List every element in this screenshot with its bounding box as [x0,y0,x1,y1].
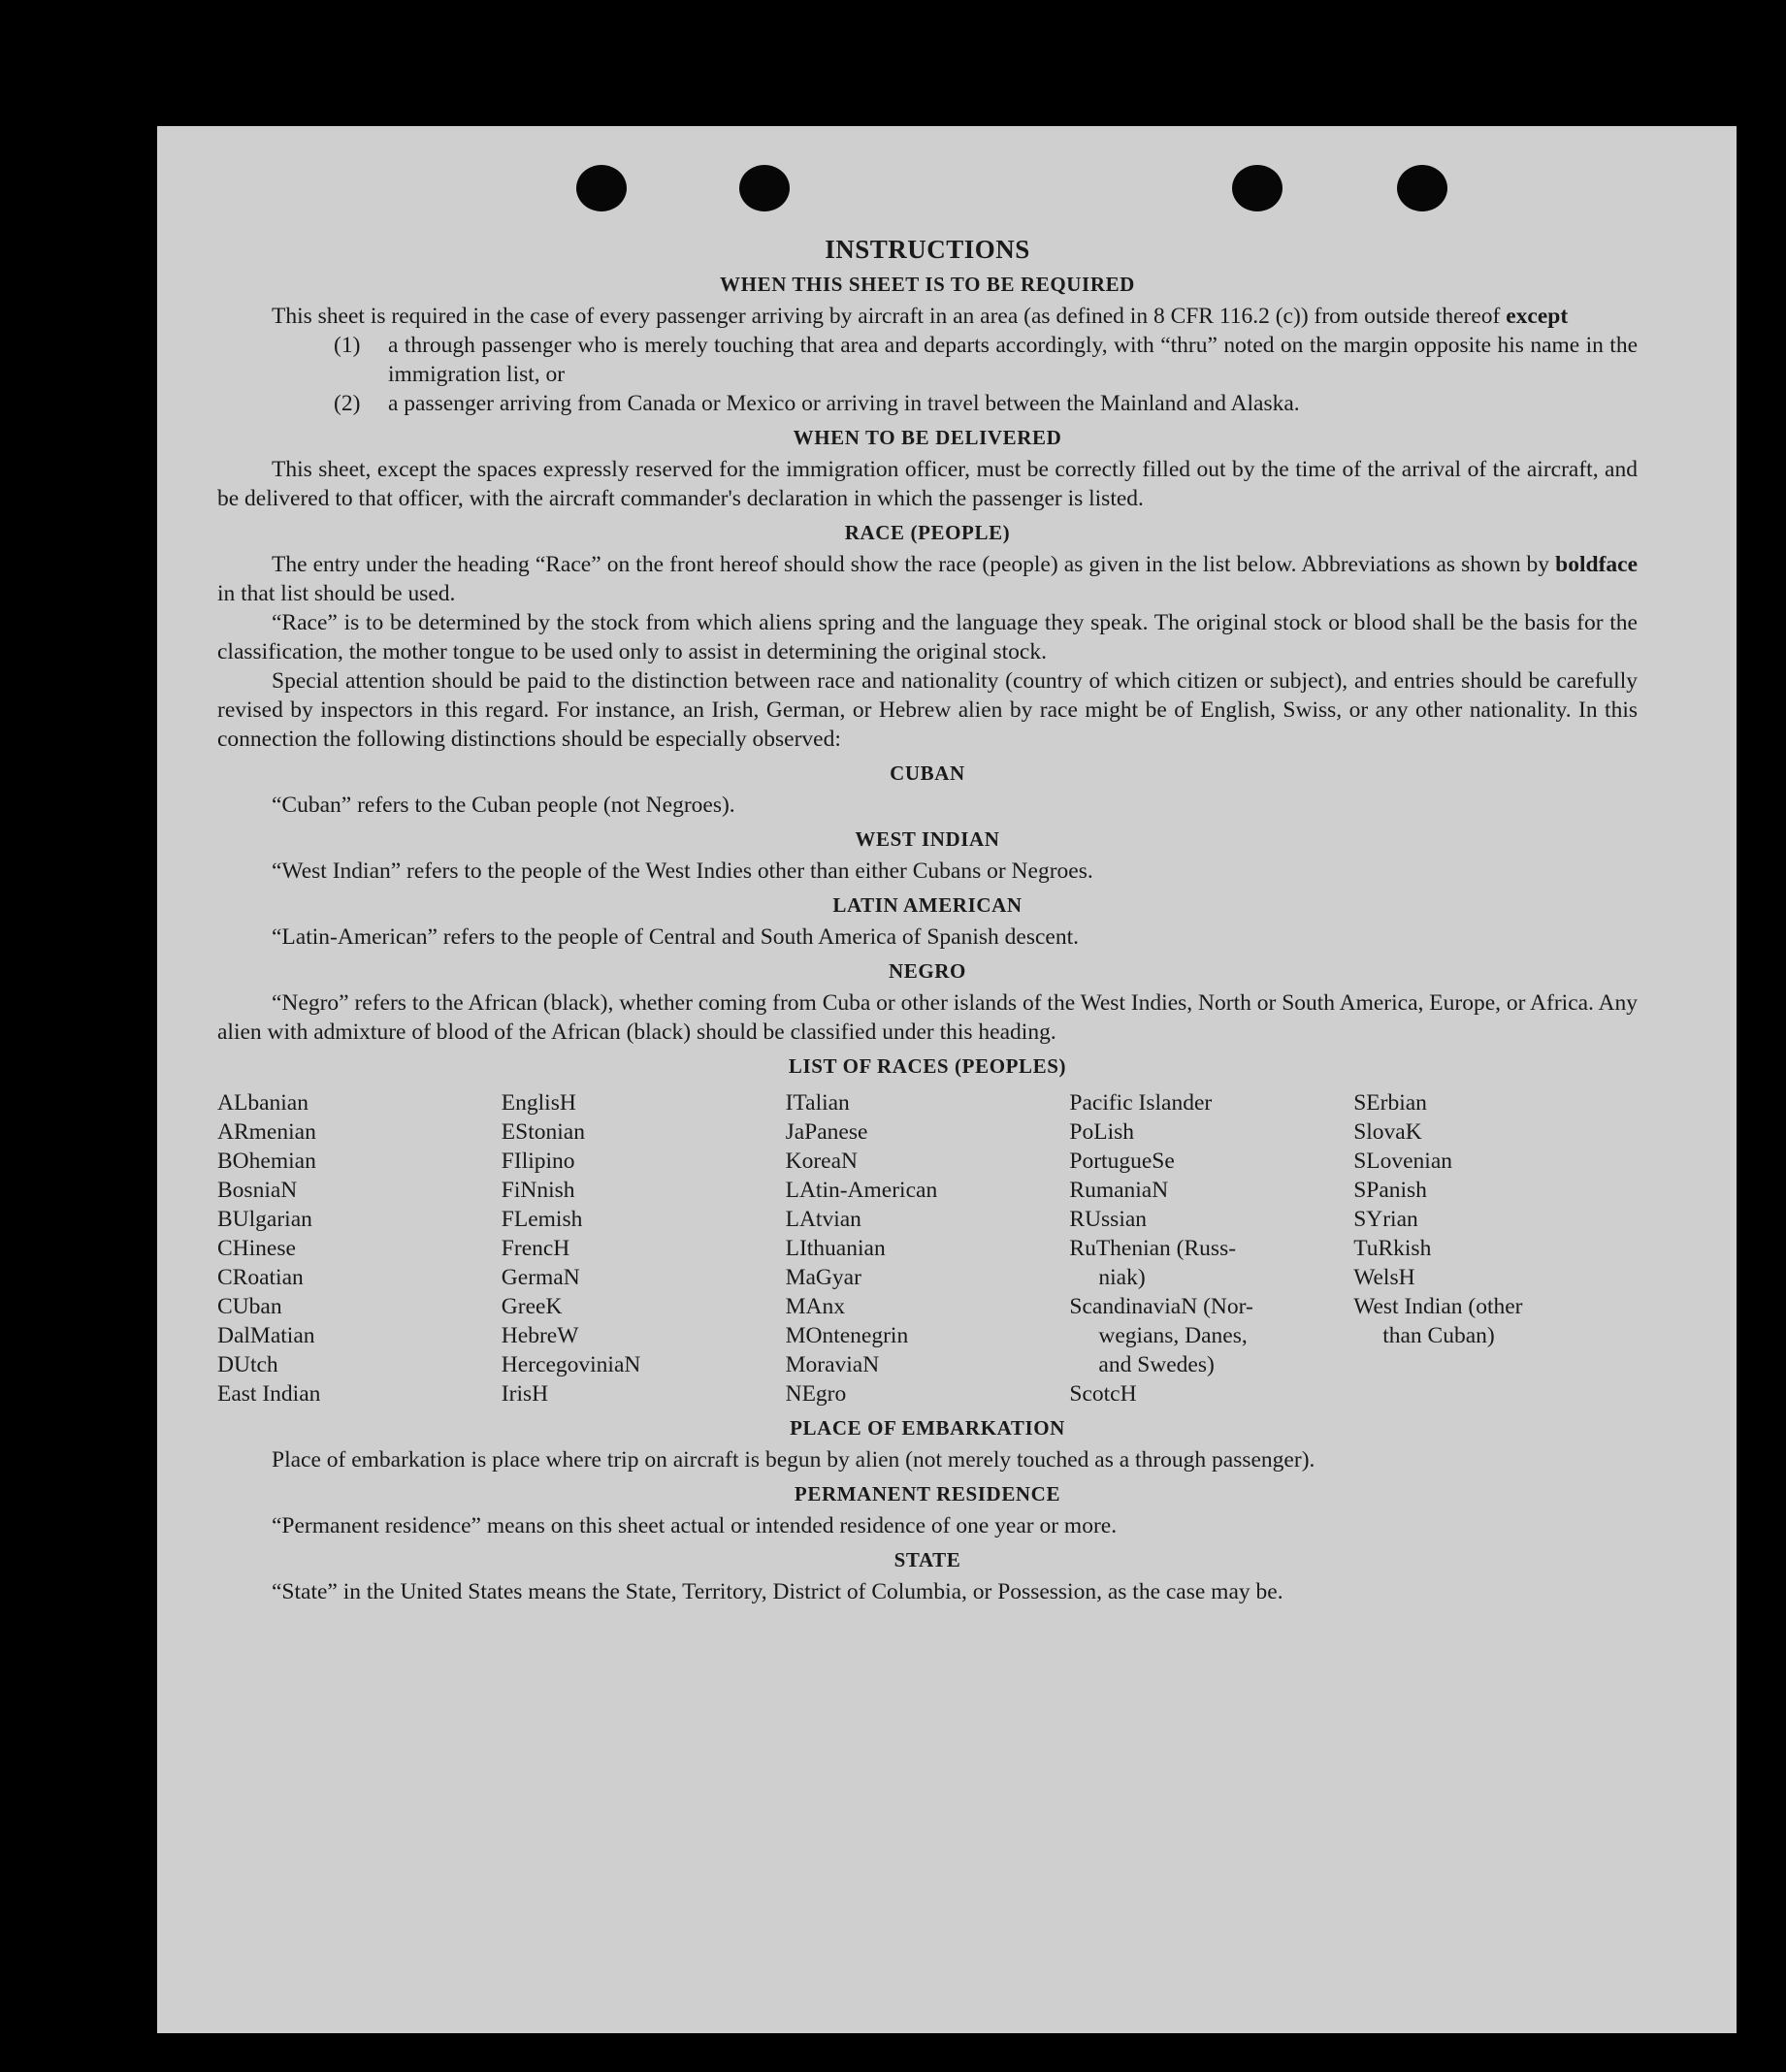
race-entry: RuThenian (Russ- [1069,1236,1237,1261]
race-entry: FLemish [501,1207,583,1232]
heading-race: RACE (PEOPLE) [844,521,1011,544]
race-entry: WelsH [1353,1265,1415,1290]
race-entry: DalMatian [217,1323,315,1348]
when-required-intro: This sheet is required in the case of every passenger arriving by aircraft in an area (as defined in 8 CFR 116.2 (c)) from outside thereof except [272,304,1569,329]
page-title: INSTRUCTIONS [825,235,1030,264]
race-entry: LAtin-American [785,1178,938,1203]
exception-item: (2) a passenger arriving from Canada or Mexico or arriving in travel between the Mainland and Alaska. [334,391,1300,416]
heading-list-of-races: LIST OF RACES (PEOPLES) [788,1054,1067,1078]
race-entry: BosniaN [217,1178,298,1203]
race-entry: ScandinaviaN (Nor- [1069,1294,1253,1319]
heading-permanent-residence: PERMANENT RESIDENCE [794,1482,1061,1505]
race-entry: and Swedes) [1098,1352,1215,1377]
exception-item: (1) a through passenger who is merely touching that area and departs accordingly, with “thru” noted on the margin opposite his name in the immigration list, or [334,333,1638,387]
race-entry: CUban [217,1294,282,1319]
race-entry: MOntenegrin [785,1323,909,1348]
race-entry: LAtvian [785,1207,861,1232]
race-entry: West Indian (other [1353,1294,1523,1319]
heading-negro: NEGRO [888,959,966,983]
race-entry: KoreaN [785,1149,858,1174]
heading-embarkation: PLACE OF EMBARKATION [790,1416,1065,1440]
race-paragraph-2: “Race” is to be determined by the stock from which aliens spring and the language they speak. The original stock or blood shall be the basis for the classification, the mother tongue to be used only to assist in determining the original stock. [217,610,1638,664]
race-entry: ALbanian [217,1090,308,1116]
race-paragraph-1: The entry under the heading “Race” on the front hereof should show the race (people) as given in the list below. Abbreviations as shown by boldface in that list should be used. [217,552,1639,606]
race-entry: SPanish [1353,1178,1427,1203]
race-entry: East Indian [217,1381,321,1407]
race-entry: RUssian [1069,1207,1148,1232]
race-entry: MaGyar [785,1265,861,1290]
race-entry: TuRkish [1353,1236,1432,1261]
races-list [217,1088,1638,1408]
race-entry: FrencH [501,1236,570,1261]
race-entry: EnglisH [501,1090,576,1116]
latin-american-text: “Latin-American” refers to the people of Central and South America of Spanish descent. [272,924,1080,950]
negro-text: “Negro” refers to the African (black), whether coming from Cuba or other islands of the West Indies, North or South America, Europe, or Africa. Any alien with admixture of blood of the African (black) should be classified under this heading. [217,990,1638,1045]
heading-state: STATE [893,1548,961,1571]
race-entry: BUlgarian [217,1207,312,1232]
races-column [1353,1088,1638,1408]
race-entry: LIthuanian [785,1236,886,1261]
punch-hole [739,165,790,211]
race-entry: GreeK [501,1294,563,1319]
race-entry: ARmenian [217,1119,316,1145]
instruction-sheet [157,126,1737,2033]
race-entry: SLovenian [1353,1149,1453,1174]
races-column [502,1088,786,1408]
permanent-residence-text: “Permanent residence” means on this sheet actual or intended residence of one year or more. [272,1513,1118,1538]
race-entry: PortugueSe [1069,1149,1175,1174]
heading-when-required: WHEN THIS SHEET IS TO BE REQUIRED [720,273,1135,296]
races-column [786,1088,1070,1408]
race-entry: wegians, Danes, [1098,1323,1248,1348]
race-entry: SErbian [1353,1090,1427,1116]
race-entry: RumaniaN [1069,1178,1169,1203]
race-entry: niak) [1098,1265,1146,1290]
race-entry: BOhemian [217,1149,316,1174]
race-entry: MoraviaN [785,1352,880,1377]
race-entry: FIlipino [501,1149,575,1174]
heading-cuban: CUBAN [890,761,965,785]
state-text: “State” in the United States means the State, Territory, District of Columbia, or Possession, as the case may be. [272,1579,1283,1604]
heading-latin-american: LATIN AMERICAN [832,893,1023,917]
races-column [1069,1088,1353,1408]
race-entry: Pacific Islander [1069,1090,1213,1116]
race-entry: CRoatian [217,1265,304,1290]
race-entry: IrisH [501,1381,549,1407]
heading-when-delivered: WHEN TO BE DELIVERED [793,426,1062,449]
race-entry: EStonian [501,1119,585,1145]
race-entry: JaPanese [785,1119,868,1145]
race-paragraph-3: Special attention should be paid to the distinction between race and nationality (country of which citizen or subject), and entries should be carefully revised by inspectors in this regard. For instance, an Irish, German, or Hebrew alien by race might be of English, Swiss, or any other nationality. In this connection the following distinctions should be especially observed: [217,668,1638,752]
race-entry: than Cuban) [1382,1323,1495,1348]
race-entry: NEgro [785,1381,847,1407]
race-entry: PoLish [1069,1119,1134,1145]
punch-hole [576,165,627,211]
race-entry: HebreW [501,1323,579,1348]
when-delivered-text: This sheet, except the spaces expressly reserved for the immigration officer, must be correctly filled out by the time of the arrival of the aircraft, and be delivered to that officer, with the aircraft commander's declaration in which the passenger is listed. [217,457,1638,511]
race-entry: FiNnish [501,1178,575,1203]
race-entry: ScotcH [1069,1381,1137,1407]
heading-west-indian: WEST INDIAN [855,827,1000,851]
race-entry: CHinese [217,1236,296,1261]
cuban-text: “Cuban” refers to the Cuban people (not Negroes). [272,793,735,818]
race-entry: SlovaK [1353,1119,1422,1145]
west-indian-text: “West Indian” refers to the people of the West Indies other than either Cubans or Negroes. [272,858,1093,884]
punch-hole [1397,165,1447,211]
race-entry: ITalian [785,1090,850,1116]
race-entry: HercegoviniaN [501,1352,641,1377]
races-column [217,1088,502,1408]
race-entry: SYrian [1353,1207,1418,1232]
punch-hole [1232,165,1283,211]
race-entry: DUtch [217,1352,278,1377]
race-entry: GermaN [501,1265,580,1290]
embarkation-text: Place of embarkation is place where trip on aircraft is begun by alien (not merely touched as a through passenger). [272,1447,1315,1473]
race-entry: MAnx [785,1294,845,1319]
